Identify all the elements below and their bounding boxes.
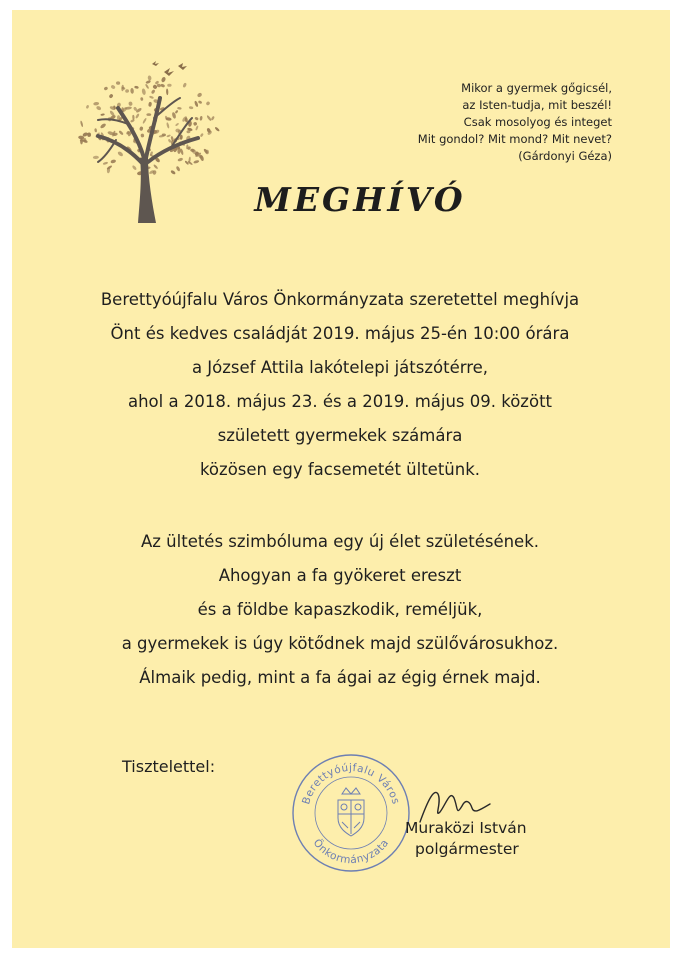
- tree-leaf: [121, 85, 124, 92]
- quote-line: Mikor a gyermek gőgicsél,: [461, 81, 612, 95]
- tree-leaf: [140, 133, 144, 137]
- quote-block: [352, 80, 612, 165]
- tree-leaf: [161, 76, 167, 82]
- closing-greeting: Tisztelettel:: [122, 757, 216, 776]
- symbolism-paragraph: [0, 525, 680, 695]
- signer-name: Muraközi István: [405, 819, 527, 837]
- symbolism-line: a gyermekek is úgy kötődnek majd szülővárosukhoz.: [121, 634, 559, 653]
- tree-leaf: [166, 88, 169, 95]
- tree-leaf: [117, 151, 124, 157]
- tree-leaf: [194, 116, 199, 120]
- tree-leaf: [116, 81, 120, 85]
- tree-leaf: [198, 100, 203, 104]
- tree-leaf: [177, 157, 183, 162]
- tree-leaf: [153, 164, 158, 170]
- tree-leaf: [118, 130, 124, 135]
- quote-line: Mit gondol? Mit mond? Mit nevet?: [417, 132, 612, 146]
- tree-leaf: [211, 116, 215, 121]
- tree-leaf: [132, 165, 138, 171]
- tree-leaf: [130, 119, 135, 123]
- tree-leaf: [80, 120, 84, 127]
- tree-leaf: [145, 84, 150, 90]
- tree-leaf: [140, 97, 143, 101]
- symbolism-line: Álmaik pedig, mint a fa ágai az égig érnek majd.: [139, 668, 541, 687]
- tree-leaf: [130, 88, 134, 94]
- tree-leaf: [93, 156, 99, 160]
- tree-leaf: [103, 86, 108, 91]
- tree-leaf: [148, 102, 152, 107]
- tree-leaf: [149, 95, 154, 99]
- stamp-top-text: Berettyóújfalu Város: [300, 761, 402, 806]
- tree-leaf: [214, 126, 220, 132]
- tree-leaf: [167, 84, 172, 87]
- tree-leaf: [87, 132, 91, 137]
- stamp-bottom-text: Önkormányzata: [310, 836, 392, 867]
- tree-leaf: [170, 170, 176, 175]
- svg-text:Berettyóújfalu Város: [300, 762, 402, 806]
- invitation-line: Önt és kedves családját 2019. május 25-én 10:00 órára: [110, 324, 570, 343]
- tree-leaf: [177, 107, 182, 110]
- page-title: MEGHÍVÓ: [254, 180, 466, 219]
- symbolism-line: Ahogyan a fa gyökeret ereszt: [218, 566, 462, 585]
- invitation-line: közösen egy facsemetét ültetünk.: [199, 460, 481, 479]
- tree-leaf: [175, 122, 179, 126]
- tree-leaf: [147, 75, 151, 81]
- tree-leaf: [175, 110, 179, 114]
- tree-leaf: [86, 105, 90, 109]
- tree-leaf: [199, 116, 202, 121]
- invitation-line: ahol a 2018. május 23. és a 2019. május 09. között: [127, 392, 553, 411]
- signer-title: polgármester: [415, 840, 519, 858]
- tree-leaf: [189, 106, 194, 110]
- tree-leaf: [195, 125, 199, 130]
- tree-leaf: [128, 101, 132, 106]
- tree-leaf: [193, 122, 197, 126]
- invitation-line: született gyermekek számára: [217, 426, 463, 445]
- invitation-paragraph: [0, 283, 680, 487]
- tree-leaf: [142, 118, 147, 125]
- quote-line: az Isten-tudja, mit beszél!: [462, 98, 612, 112]
- tree-leaf: [166, 122, 170, 129]
- tree-leaf: [205, 101, 210, 106]
- tree-leaf: [96, 105, 102, 111]
- tree-leaf: [206, 115, 212, 122]
- tree-leaf: [132, 115, 135, 120]
- tree-leaf: [146, 113, 151, 116]
- tree-leaf: [197, 92, 203, 98]
- tree-leaf: [145, 80, 151, 84]
- tree-leaf: [103, 161, 109, 165]
- tree-leaf: [94, 128, 97, 132]
- tree-leaf: [93, 102, 99, 106]
- invitation-line: a József Attila lakótelepi játszótérre,: [191, 358, 489, 377]
- tree-leaf: [100, 123, 107, 129]
- invitation-line: Berettyóújfalu Város Önkormányzata szeretettel meghívja: [100, 290, 580, 309]
- tree-leaf: [110, 159, 116, 164]
- tree-leaf: [135, 113, 140, 119]
- quote-line: Csak mosolyog és integet: [463, 115, 612, 129]
- tree-leaf: [193, 160, 199, 164]
- tree-leaf: [176, 166, 181, 172]
- tree-leaf: [125, 89, 129, 93]
- tree-leaf: [166, 134, 171, 137]
- coat-of-arms-icon: [338, 788, 364, 836]
- tree-leaf: [182, 82, 187, 88]
- symbolism-line: Az ültetés szimbóluma egy új élet születésének.: [140, 532, 540, 551]
- symbolism-line: és a földbe kapaszkodik, reméljük,: [197, 600, 483, 619]
- tree-leaf: [139, 126, 143, 131]
- tree-leaf: [100, 113, 105, 116]
- tree-leaf: [110, 84, 116, 89]
- tree-leaf: [151, 89, 156, 94]
- quote-author: (Gárdonyi Géza): [518, 149, 612, 163]
- signer-block: [405, 818, 527, 860]
- tree-leaf: [141, 88, 146, 95]
- tree-leaf: [134, 86, 139, 90]
- svg-text:Önkormányzata: [311, 836, 392, 866]
- tree-leaf: [108, 93, 113, 98]
- official-stamp: [286, 748, 416, 878]
- tree-leaf: [200, 133, 204, 138]
- tree-leaf: [194, 100, 199, 107]
